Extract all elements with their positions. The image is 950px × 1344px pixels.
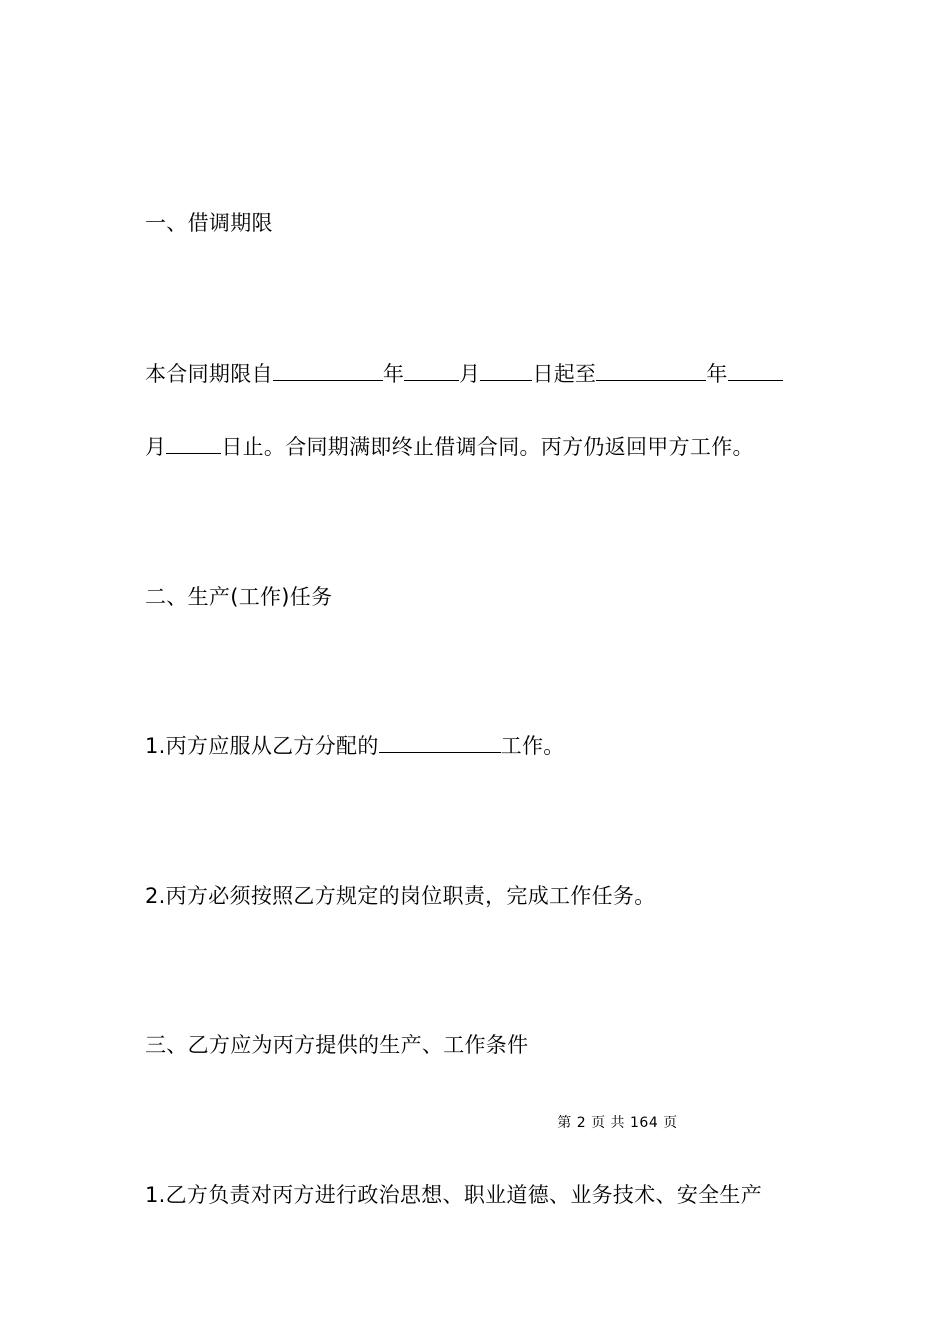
section-2-item-2: 2.丙方必须按照乙方规定的岗位职责，完成工作任务。	[145, 884, 656, 908]
text-segment: 月	[145, 435, 167, 459]
text-segment: 年	[706, 362, 728, 386]
text-segment: 年	[382, 362, 405, 386]
blank-field-start-month	[404, 360, 459, 381]
section-3-item-1: 1.乙方负责对丙方进行政治思想、职业道德、业务技术、安全生产	[145, 1183, 763, 1207]
section-2-item-1	[145, 732, 565, 760]
section-1-paragraph-line-2	[145, 433, 754, 461]
blank-field-end-day	[166, 433, 221, 454]
page-number-footer: 第 2 页 共 164 页	[557, 1115, 678, 1131]
text-segment: 月	[459, 362, 481, 386]
section-3-title: 三、乙方应为丙方提供的生产、工作条件	[145, 1033, 529, 1057]
blank-field-end-year	[596, 360, 706, 381]
text-segment: 工作。	[500, 734, 565, 758]
section-2-title: 二、生产(工作)任务	[145, 585, 333, 609]
blank-field-start-day	[480, 360, 532, 381]
text-segment: 日止。合同期满即终止借调合同。丙方仍返回甲方工作。	[221, 435, 754, 459]
text-segment: 本合同期限自	[145, 362, 273, 386]
section-1-paragraph-line-1	[145, 360, 783, 388]
text-segment: 日起至	[532, 362, 597, 386]
text-segment: 1.丙方应服从乙方分配的	[145, 734, 379, 758]
blank-field-start-year	[273, 360, 383, 381]
blank-field-assigned-work	[379, 732, 501, 753]
section-1-title: 一、借调期限	[145, 211, 273, 235]
blank-field-end-month	[728, 360, 783, 381]
